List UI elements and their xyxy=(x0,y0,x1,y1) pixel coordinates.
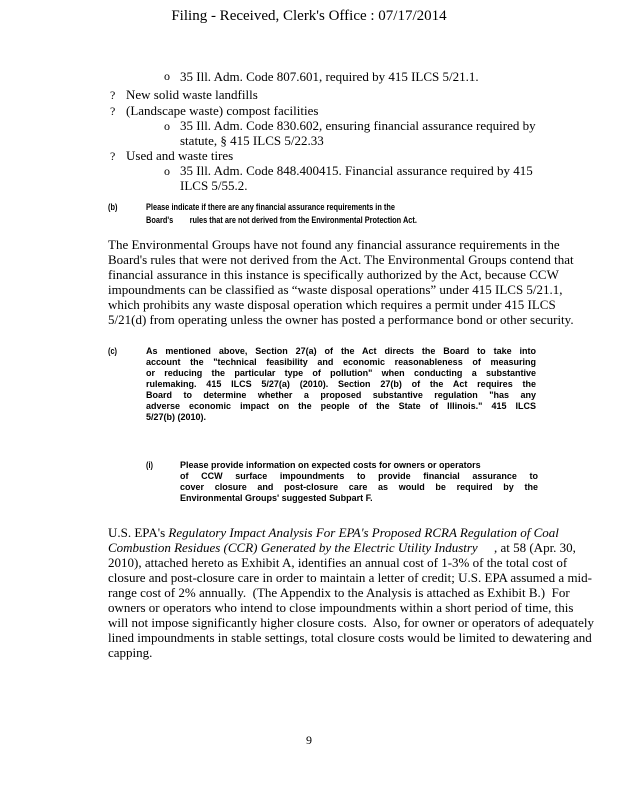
list-item-landfills: New solid waste landfills xyxy=(126,87,258,102)
filing-header: Filing - Received, Clerk's Office : 07/17/2014 xyxy=(171,8,447,24)
circle-bullet: o xyxy=(164,69,170,83)
question-c-line: or reducing the particular type of pollution" when conducting a substantive xyxy=(146,368,536,378)
circle-bullet: o xyxy=(164,119,170,133)
question-c-line: rulemaking. 415 ILCS 5/27(a) (2010). Section 27(b) of the Act requires the xyxy=(146,379,536,389)
answer-ci-body: , at 58 (Apr. 30, 2010), attached hereto as Exhibit A, identifies an annual cost of 1-3% of the total cost of closure and post-closure care in order to maintain a letter of credit; U.S. EPA assumed a mid-range cost of 2% annually. (The Appendix to the Analysis is attached as Exhibit B.) For owners or operators who intend to close impoundments within a short period of time, this will not impose significantly higher closure costs. Also, for owner or operators of adequately lined impoundments in stable settings, total closure costs would be limited to dewatering and capping. xyxy=(108,540,598,660)
bullet-marker: ? xyxy=(110,149,116,163)
question-ci-label: (i) xyxy=(146,460,153,470)
list-subitem-848-line1: 35 Ill. Adm. Code 848.400415. Financial assurance required by 415 xyxy=(180,163,533,178)
question-ci-block xyxy=(180,460,538,504)
question-ci-line: Please provide information on expected costs for owners or operators xyxy=(180,460,481,470)
list-item-tires: Used and waste tires xyxy=(126,148,234,163)
question-c-block xyxy=(146,346,536,423)
question-ci-line: of CCW surface impoundments to provide financial assurance to xyxy=(180,471,538,481)
list-subitem-830-line2: statute, § 415 ILCS 5/22.33 xyxy=(180,133,324,148)
question-ci-line: cover closure and post-closure care as would be required by the xyxy=(180,482,538,492)
page-number: 9 xyxy=(306,733,312,747)
circle-bullet: o xyxy=(164,164,170,178)
list-subitem-848-line2: ILCS 5/55.2. xyxy=(180,178,248,193)
answer-ci-lead: U.S. EPA's xyxy=(108,525,169,540)
question-c-line: adverse economic impact on the people of the State of Illinois." 415 ILCS xyxy=(146,401,536,411)
list-subitem-830-line1: 35 Ill. Adm. Code 830.602, ensuring financial assurance required by xyxy=(180,118,536,133)
question-ci-line: Environmental Groups' suggested Subpart F. xyxy=(180,493,373,503)
bullet-marker: ? xyxy=(110,88,116,102)
question-c-line: 5/27(b) (2010). xyxy=(146,412,207,422)
bullet-marker: ? xyxy=(110,104,116,118)
question-c-line: Board to determine whether a proposed substantive regulation "has any xyxy=(146,390,536,400)
list-subitem-807: 35 Ill. Adm. Code 807.601, required by 415 ILCS 5/21.1. xyxy=(180,69,479,84)
answer-b-paragraph: The Environmental Groups have not found any financial assurance requirements in the Board's rules that were not derived from the Act. The Environmental Groups contend that financial assurance in this instance is specifically authorized by the Act, because CCW impoundments can be classified as “waste disposal operations” under 415 ILCS 5/21.1, which prohibits any waste disposal operation which requires a permit under 415 ILCS 5/21(d) from operating unless the owner has posted a performance bond or other security. xyxy=(108,237,574,327)
list-item-compost: (Landscape waste) compost facilities xyxy=(126,103,319,118)
answer-ci-paragraph xyxy=(108,525,598,660)
question-b-label: (b) xyxy=(108,202,118,212)
answer-ci-report-title: Regulatory Impact Analysis For EPA's Proposed RCRA Regulation of Coal Combustion Residues (CCR) Generated by the Electric Utility Industry xyxy=(108,525,559,555)
question-b-line2: Board's rules that are not derived from the Environmental Protection Act. xyxy=(146,215,417,225)
question-c-line: account the "technical feasibility and economic reasonableness of measuring xyxy=(146,357,536,367)
question-c-line: As mentioned above, Section 27(a) of the Act directs the Board to take into xyxy=(146,346,536,356)
question-c-label: (c) xyxy=(108,346,118,356)
question-b-line1: Please indicate if there are any financial assurance requirements in the xyxy=(146,202,395,212)
